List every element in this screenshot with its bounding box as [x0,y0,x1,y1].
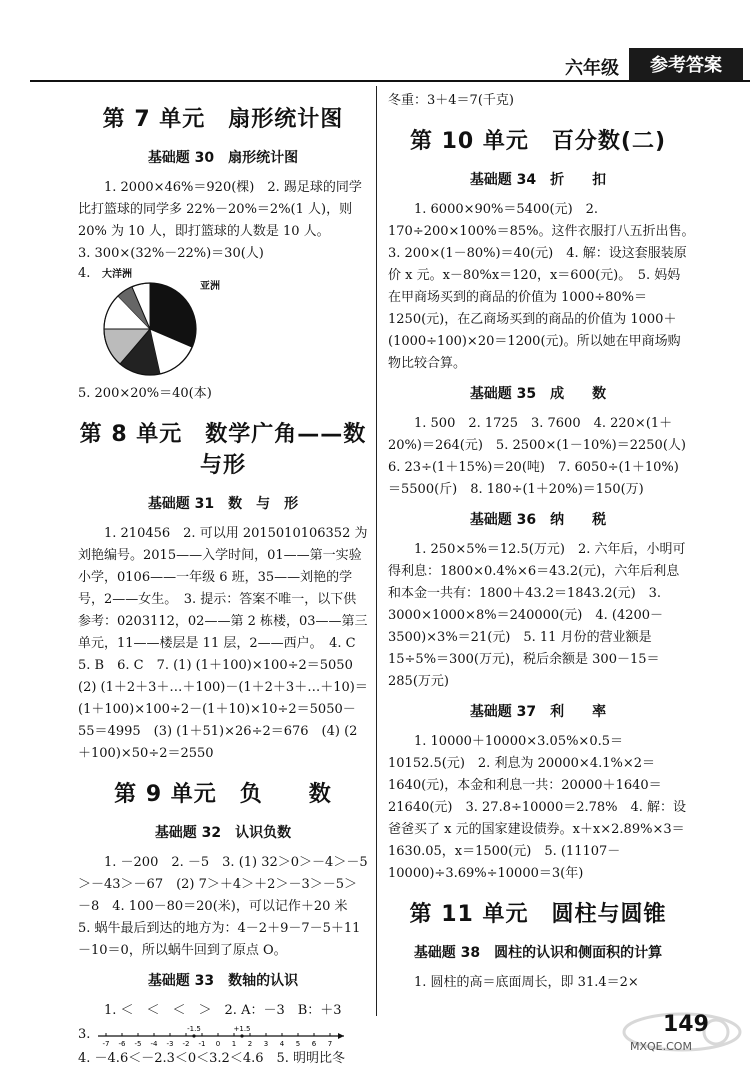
number-line-point-label: -1.5 [187,1025,201,1033]
number-line-label: 3 [263,1040,269,1048]
answers-tab [629,48,743,80]
unit-7-heading: 第 7 单元 扇形统计图 [102,107,344,132]
number-line-label: 6 [311,1040,317,1048]
number-line-label: -6 [118,1040,126,1048]
pie-label-oceania: 大洋洲 [102,269,132,280]
number-line-label: 7 [327,1040,333,1048]
number-line-label: 2 [247,1040,253,1048]
exercise-33-answer-1-2: 1. ＜ ＜ ＜ ＞ 2. A：－3 B：＋3 [104,1003,342,1018]
answer-4-label: 4. [78,266,91,281]
answers-tab-label: 参考答案 [650,55,722,76]
exercise-35-answers: 1. 500 2. 1725 3. 7600 4. 220×(1＋20%)＝264(元) 5. 2500×(1－10%)＝2250(人) 6. 23÷(1＋15%)＝20(吨) 7. 6050÷(1＋10%)＝5500(斤) 8. 180÷(1＋20%)＝150(万) [388,416,699,497]
number-line-label: -5 [134,1040,142,1048]
number-line-point [192,1034,195,1037]
exercise-37-answers: 1. 10000＋10000×3.05%×0.5＝10152.5(元) 2. 利息为 20000×4.1%×2＝1640(元)，本金和利息一共：20000＋1640＝21640(元) 3. 27.8÷10000＝2.78% 4. 解：设爸爸买了 x 元的国家建设债券。x＋x×2.89%×3＝1630.05，x＝1500(元) 5. (11107－10000)÷3.69%÷10000＝3(年) [388,734,687,881]
exercise-36-answers: 1. 250×5%＝12.5(万元) 2. 六年后，小明可得利息：1800×0.4%×6＝43.2(元)，六年后利息和本金一共有：1800＋43.2＝1843.2(元) 3. 3000×1000×8%＝240000(元) 4. (4200－3500)×3%＝21(元) 5. 11 月份的营业额是 15÷5%＝300(万元)，税后余额是 300－15＝285(万元) [388,542,686,689]
number-line-point [240,1034,243,1037]
continued-answer: 冬重：3＋4＝7(千克) [388,93,514,108]
grade-label: 六年级 [565,58,619,79]
number-line-label: 1 [231,1040,237,1048]
exercise-30-answer-3: 3. 300×(32%－22%)＝30(人) [78,246,264,261]
left-column [78,90,368,1070]
pie-label-asia: 亚洲 [200,281,220,292]
exercise-30-title: 基础题 30 扇形统计图 [147,150,299,166]
number-line-label: 5 [295,1040,301,1048]
number-line-label: -4 [150,1040,158,1048]
watermark-text: MXQE.COM [630,1040,692,1053]
exercise-32-answers: 1. －200 2. －5 3. (1) 32＞0＞－4＞－5＞－43＞－67 (2) 7＞＋4＞＋2＞－3＞－5＞－8 4. 100－80＝20(米)，可以记作＋20 米 5. 蜗牛最后到达的地方为：4－2＋9－7－5＋11－10＝0，所以蜗牛回到了原点 O。 [78,855,368,958]
number-line-point-label: +1.5 [233,1025,251,1033]
number-line-label: -7 [102,1040,110,1048]
number-line-label: -3 [166,1040,174,1048]
number-line-arrow [338,1033,344,1039]
exercise-34-title: 基础题 34 折 扣 [469,172,607,188]
right-column [388,90,701,994]
number-line-label: 4 [279,1040,285,1048]
unit-11-heading: 第 11 单元 圆柱与圆锥 [409,902,667,927]
page-number: 149 [663,1012,709,1037]
exercise-38-title: 基础题 38 圆柱的认识和侧面积的计算 [413,945,663,961]
answer-3-label: 3. [78,1027,91,1042]
number-line-label: 0 [215,1040,221,1048]
exercise-32-title: 基础题 32 认识负数 [154,825,292,841]
exercise-37-title: 基础题 37 利 率 [469,704,607,720]
pie-chart-area [78,267,368,379]
pie-chart [98,277,218,377]
exercise-34-answers: 1. 6000×90%＝5400(元) 2. 170÷200×100%＝85%。这件衣服打八五折出售。 3. 200×(1－80%)＝40(元) 4. 解：设这套服装原价 x 元。x－80%x＝120，x＝600(元)。 5. 妈妈在甲商场买到的商品的价值为 1000÷80%＝1250(元)，在乙商场买到的商品的价值为 1000＋(1000÷100)×20＝1200(元)。所以她在甲商场购物比较合算。 [388,202,701,371]
exercise-30-answer-5: 5. 200×20%＝40(本) [78,386,212,401]
exercise-35-title: 基础题 35 成 数 [469,386,607,402]
number-line-row [78,1022,368,1048]
exercise-38-answer-1: 1. 圆柱的高＝底面周长，即 31.4＝2× [414,975,639,990]
exercise-31-title: 基础题 31 数 与 形 [147,496,299,512]
unit-8-heading: 第 8 单元 数学广角——数与形 [79,422,367,478]
number-line-label: -2 [182,1040,190,1048]
header-rule [30,80,750,82]
exercise-36-title: 基础题 36 纳 税 [469,512,607,528]
exercise-30-answer-1-2: 1. 2000×46%＝920(棵) 2. 踢足球的同学比打篮球的同学多 22%－20%＝2%(1 人)，则 20% 为 10 人，即打篮球的人数是 10 人。 [78,180,362,239]
exercise-31-answers: 1. 210456 2. 可以用 2015010106352 为刘艳编号。2015——入学时间，01——第一实验小学，0106——一年级 6 班，35——刘艳的学号，2——女生。 3. 提示：答案不唯一，以下供参考：0203112，02——第 2 栋楼，03——第三单元，11——楼层是 11 层，2——西户。 4. C 5. B 6. C 7. (1) (1＋100)×100÷2＝5050 (2) (1＋2＋3＋…＋100)－(1＋2＋3＋…＋10)＝(1＋100)×100÷2－(1＋10)×10÷2＝5050－55＝4995 (3) (1＋51)×26÷2＝676 (4) (2＋100)×50÷2＝2550 [78,526,369,761]
number-line-label: -1 [198,1040,206,1048]
exercise-33-answer-4-5: 4. －4.6＜－2.3＜0＜3.2＜4.6 5. 明明比冬 [78,1051,346,1066]
exercise-33-title: 基础题 33 数轴的认识 [147,973,299,989]
number-line [98,1022,358,1048]
column-divider [376,86,377,1016]
unit-9-heading: 第 9 单元 负 数 [114,782,332,807]
unit-10-heading: 第 10 单元 百分数(二) [409,129,667,154]
